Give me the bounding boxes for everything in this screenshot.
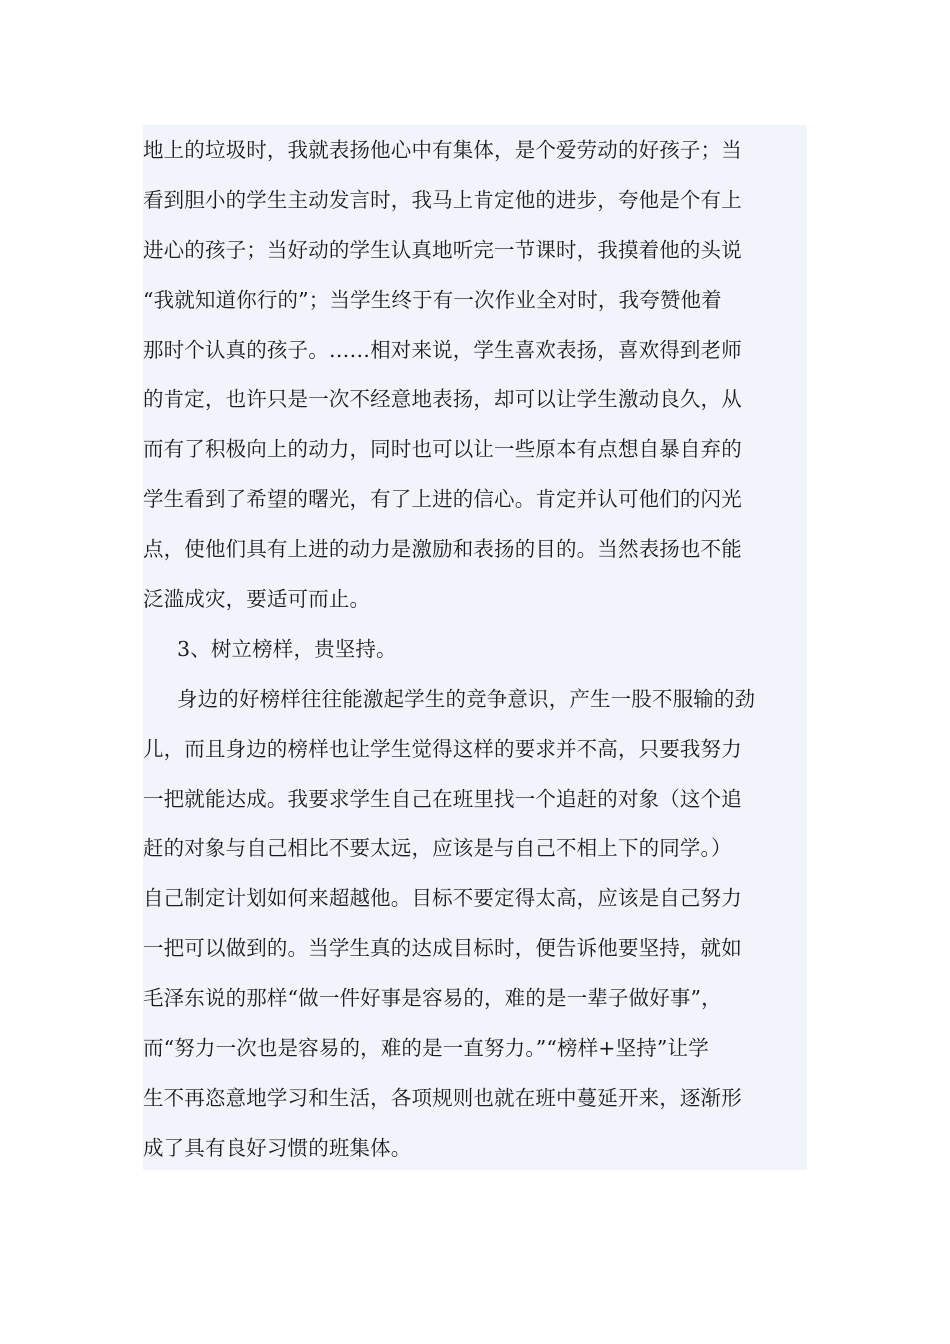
text-line: 进心的孩子；当好动的学生认真地听完一节课时，我摸着他的头说 xyxy=(143,237,742,262)
text-line: 而有了积极向上的动力，同时也可以让一些原本有点想自暴自弃的 xyxy=(143,437,742,462)
body-text xyxy=(143,126,815,1174)
text-line: 生不再恣意地学习和生活，各项规则也就在班中蔓延开来，逐渐形 xyxy=(143,1085,742,1110)
text-line: 儿，而且身边的榜样也让学生觉得这样的要求并不高，只要我努力 xyxy=(143,736,742,761)
text-line: 那时个认真的孩子。……相对来说，学生喜欢表扬，喜欢得到老师 xyxy=(143,337,742,362)
text-line: 看到胆小的学生主动发言时，我马上肯定他的进步，夸他是个有上 xyxy=(143,187,742,212)
text-line: 一把可以做到的。当学生真的达成目标时，便告诉他要坚持，就如 xyxy=(143,936,742,961)
text-line: 自己制定计划如何来超越他。目标不要定得太高，应该是自己努力 xyxy=(143,886,742,911)
text-line: 成了具有良好习惯的班集体。 xyxy=(143,1135,412,1160)
text-line: 毛泽东说的那样“做一件好事是容易的，难的是一辈子做好事”， xyxy=(143,986,722,1011)
section-heading: 3、树立榜样，贵坚持。 xyxy=(177,636,397,661)
text-line: “我就知道你行的”；当学生终于有一次作业全对时，我夸赞他着 xyxy=(143,287,722,312)
text-line: 学生看到了希望的曙光，有了上进的信心。肯定并认可他们的闪光 xyxy=(143,487,742,512)
text-line: 泛滥成灾，要适可而止。 xyxy=(143,587,371,612)
text-line: 一把就能达成。我要求学生自己在班里找一个追赶的对象（这个追 xyxy=(143,786,742,811)
text-line: 而“努力一次也是容易的，难的是一直努力。”“榜样+坚持”让学 xyxy=(143,1036,709,1061)
text-line: 身边的好榜样往往能激起学生的竞争意识，产生一股不服输的劲 xyxy=(177,686,756,711)
text-line: 的肯定，也许只是一次不经意地表扬，却可以让学生激动良久，从 xyxy=(143,387,742,412)
text-line: 点，使他们具有上进的动力是激励和表扬的目的。当然表扬也不能 xyxy=(143,537,742,562)
text-line: 赶的对象与自己相比不要太远，应该是与自己不相上下的同学。） xyxy=(143,836,732,861)
text-line: 地上的垃圾时，我就表扬他心中有集体，是个爱劳动的好孩子；当 xyxy=(143,138,742,162)
